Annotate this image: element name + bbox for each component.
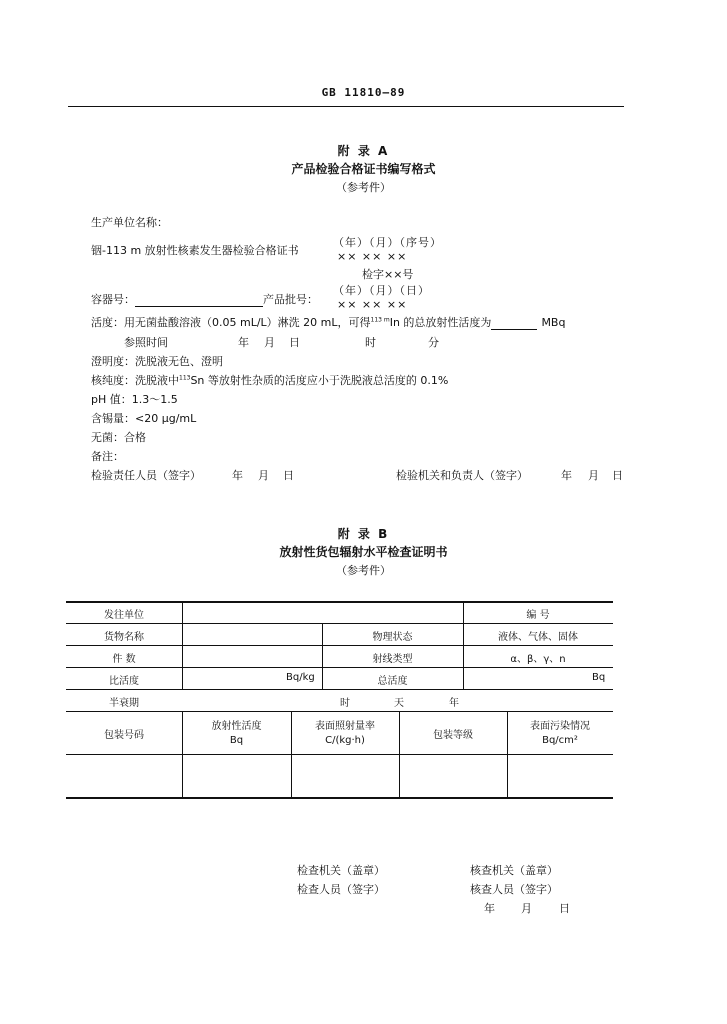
remarks-line: 备注： — [91, 450, 124, 463]
reference-day: 日 — [289, 336, 300, 349]
reference-hour: 时 — [365, 336, 376, 349]
certificate-number: 检字××号 — [362, 268, 414, 281]
specific-activity-unit: Bq/kg — [286, 672, 315, 683]
check-agency-label: 检查机关（盖章） — [297, 864, 385, 877]
table-bottom-border — [66, 797, 613, 799]
container-label: 容器号： — [91, 293, 135, 306]
batch-label: 产品批号： — [263, 293, 318, 306]
appendix-a-title: 附 录 A — [337, 144, 390, 158]
package-number-header: 包装号码 — [104, 730, 144, 741]
reference-time-label: 参照时间 — [124, 336, 168, 349]
table-vline — [399, 711, 400, 798]
inspector-day: 日 — [283, 469, 294, 482]
signature-day: 日 — [559, 902, 570, 915]
inspector-label: 检验责任人员（签字） — [91, 469, 201, 482]
signature-year: 年 — [484, 902, 495, 915]
batch-date-heads: （年）（月）（日） — [333, 284, 430, 297]
table-hline — [66, 689, 613, 690]
reference-minute: 分 — [428, 336, 439, 349]
purity-text-a: 核纯度：洗脱液中 — [91, 374, 179, 387]
half-life-year: 年 — [449, 698, 459, 709]
verify-person-label: 核查人员（签字） — [470, 883, 558, 896]
activity-row — [91, 314, 565, 330]
certificate-date-marks: ×× ×× ×× — [337, 250, 408, 263]
activity-isotope-sup: 113 m — [370, 316, 390, 324]
table-hline — [66, 754, 613, 755]
tin-line: 含锡量：<20 μg/mL — [91, 412, 197, 425]
purity-text-b: Sn 等放射性杂质的活度应小于洗脱液总活度的 0.1% — [190, 374, 449, 387]
appendix-b-ref: （参考件） — [336, 564, 391, 577]
inspector-month: 月 — [258, 469, 269, 482]
table-vline — [182, 601, 183, 689]
certificate-date-heads: （年）（月）（序号） — [333, 236, 442, 249]
dose-rate-unit: C/(kg·h) — [325, 735, 365, 746]
dose-rate-header: 表面照射量率 — [315, 721, 375, 732]
purity-isotope-sup: 113 — [179, 374, 191, 382]
total-activity-unit: Bq — [592, 672, 606, 683]
standard-code: GB 11810—89 — [321, 86, 406, 99]
ray-type-label: 射线类型 — [372, 654, 413, 665]
purity-line — [91, 372, 448, 388]
physical-state-value: 液体、气体、固体 — [498, 632, 578, 643]
batch-date-marks: ×× ×× ×× — [337, 298, 408, 311]
table-hline — [66, 645, 613, 646]
certificate-name: 铟-113 m 放射性核素发生器检验合格证书 — [91, 244, 299, 257]
ph-line: pH 值：1.3～1.5 — [91, 393, 178, 406]
physical-state-label: 物理状态 — [372, 632, 413, 643]
activity-text-b: In 的总放射性活度为 — [389, 316, 492, 329]
check-person-label: 检查人员（签字） — [297, 883, 385, 896]
table-top-border — [66, 601, 613, 603]
appendix-b-subtitle: 放射性货包辐射水平检查证明书 — [279, 545, 448, 559]
agency-year: 年 — [561, 469, 572, 482]
producer-label: 生产单位名称： — [91, 216, 168, 229]
contamination-unit: Bq/cm² — [542, 735, 578, 746]
half-life-label: 半衰期 — [109, 698, 139, 709]
half-life-day: 天 — [394, 698, 404, 709]
contamination-header: 表面污染情况 — [530, 721, 590, 732]
radioactivity-header: 放射性活度 — [211, 721, 262, 732]
verify-agency-label: 核查机关（盖章） — [470, 864, 558, 877]
activity-unit: MBq — [541, 316, 566, 329]
activity-text-a: 活度：用无菌盐酸溶液（0.05 mL/L）淋洗 20 mL，可得 — [91, 316, 371, 329]
signature-month: 月 — [521, 902, 532, 915]
inspector-year: 年 — [232, 469, 243, 482]
reference-year: 年 — [238, 336, 249, 349]
appendix-a-subtitle: 产品检验合格证书编写格式 — [291, 162, 436, 176]
goods-label: 货物名称 — [104, 632, 144, 643]
header-rule — [68, 106, 624, 107]
activity-blank — [491, 329, 537, 330]
table-hline — [66, 667, 613, 668]
table-hline — [66, 623, 613, 624]
container-row — [91, 291, 318, 307]
agency-day: 日 — [612, 469, 623, 482]
half-life-hour: 时 — [340, 698, 350, 709]
total-activity-label: 总活度 — [377, 676, 408, 687]
appendix-a-ref: （参考件） — [336, 181, 391, 194]
specific-activity-label: 比活度 — [109, 676, 139, 687]
agency-label: 检验机关和负责人（签字） — [396, 469, 528, 482]
shipper-label: 发往单位 — [104, 610, 144, 621]
sterile-line: 无菌：合格 — [91, 431, 146, 444]
appendix-b-title: 附 录 B — [337, 527, 390, 541]
reference-month: 月 — [264, 336, 275, 349]
ray-type-value: α、β、γ、n — [510, 654, 566, 665]
package-grade-header: 包装等级 — [433, 730, 473, 741]
container-blank — [135, 306, 263, 307]
clarity-line: 澄明度：洗脱液无色、澄明 — [91, 355, 223, 368]
agency-month: 月 — [588, 469, 599, 482]
number-label: 编 号 — [526, 610, 550, 621]
table-hline — [66, 711, 613, 712]
radioactivity-unit: Bq — [229, 735, 244, 746]
pieces-label: 件 数 — [112, 654, 136, 665]
